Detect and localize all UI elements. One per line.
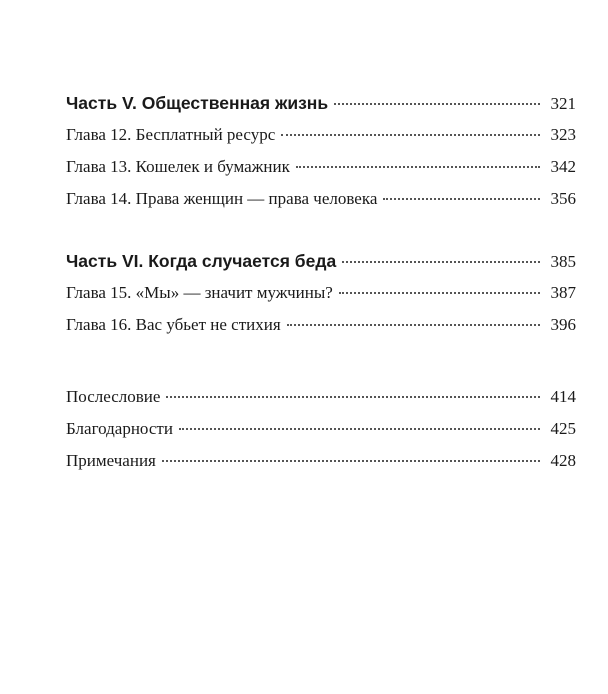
- toc-page-number: 428: [550, 451, 576, 470]
- toc-page-number: 385: [550, 252, 576, 271]
- toc-dot-leader: [179, 428, 540, 430]
- toc-backmatter-title: Послесловие: [66, 387, 161, 406]
- toc-page-number: 425: [550, 419, 576, 438]
- toc-chapter-title: Глава 12. Бесплатный ресурс: [66, 125, 276, 144]
- toc-dot-leader: [296, 166, 540, 168]
- toc-chapter-entry[interactable]: [66, 315, 576, 347]
- toc-backmatter-entry[interactable]: [66, 451, 576, 483]
- toc-dot-leader: [166, 396, 540, 398]
- toc-part-title: Часть VI. Когда случается беда: [66, 251, 337, 271]
- toc-part-title: Часть V. Общественная жизнь: [66, 93, 329, 113]
- toc-backmatter-entry[interactable]: [66, 419, 576, 451]
- toc-page-number: 342: [550, 157, 576, 176]
- toc-page-number: 396: [550, 315, 576, 334]
- toc-dot-leader: [162, 460, 540, 462]
- toc-backmatter-title: Благодарности: [66, 419, 173, 438]
- toc-part-entry[interactable]: [66, 93, 576, 125]
- toc-chapter-title: Глава 16. Вас убьет не стихия: [66, 315, 281, 334]
- toc-page-number: 387: [550, 283, 576, 302]
- toc-part-entry[interactable]: [66, 251, 576, 283]
- toc-chapter-entry[interactable]: [66, 189, 576, 221]
- toc-dot-leader: [339, 292, 540, 294]
- toc-dot-leader: [287, 324, 540, 326]
- toc-chapter-title: Глава 14. Права женщин — права человека: [66, 189, 378, 208]
- table-of-contents: [66, 93, 576, 483]
- section-spacer: [66, 221, 576, 251]
- toc-chapter-entry[interactable]: [66, 157, 576, 189]
- toc-page-number: 321: [550, 94, 576, 113]
- toc-page-number: 414: [550, 387, 576, 406]
- toc-dot-leader: [334, 103, 540, 105]
- toc-backmatter-title: Примечания: [66, 451, 156, 470]
- toc-chapter-title: Глава 15. «Мы» — значит мужчины?: [66, 283, 333, 302]
- toc-dot-leader: [281, 134, 540, 136]
- toc-page-number: 356: [550, 189, 576, 208]
- toc-chapter-entry[interactable]: [66, 283, 576, 315]
- toc-chapter-entry[interactable]: [66, 125, 576, 157]
- toc-dot-leader: [383, 198, 540, 200]
- toc-backmatter-entry[interactable]: [66, 387, 576, 419]
- section-spacer: [66, 347, 576, 387]
- toc-page-number: 323: [550, 125, 576, 144]
- toc-dot-leader: [342, 261, 540, 263]
- toc-chapter-title: Глава 13. Кошелек и бумажник: [66, 157, 290, 176]
